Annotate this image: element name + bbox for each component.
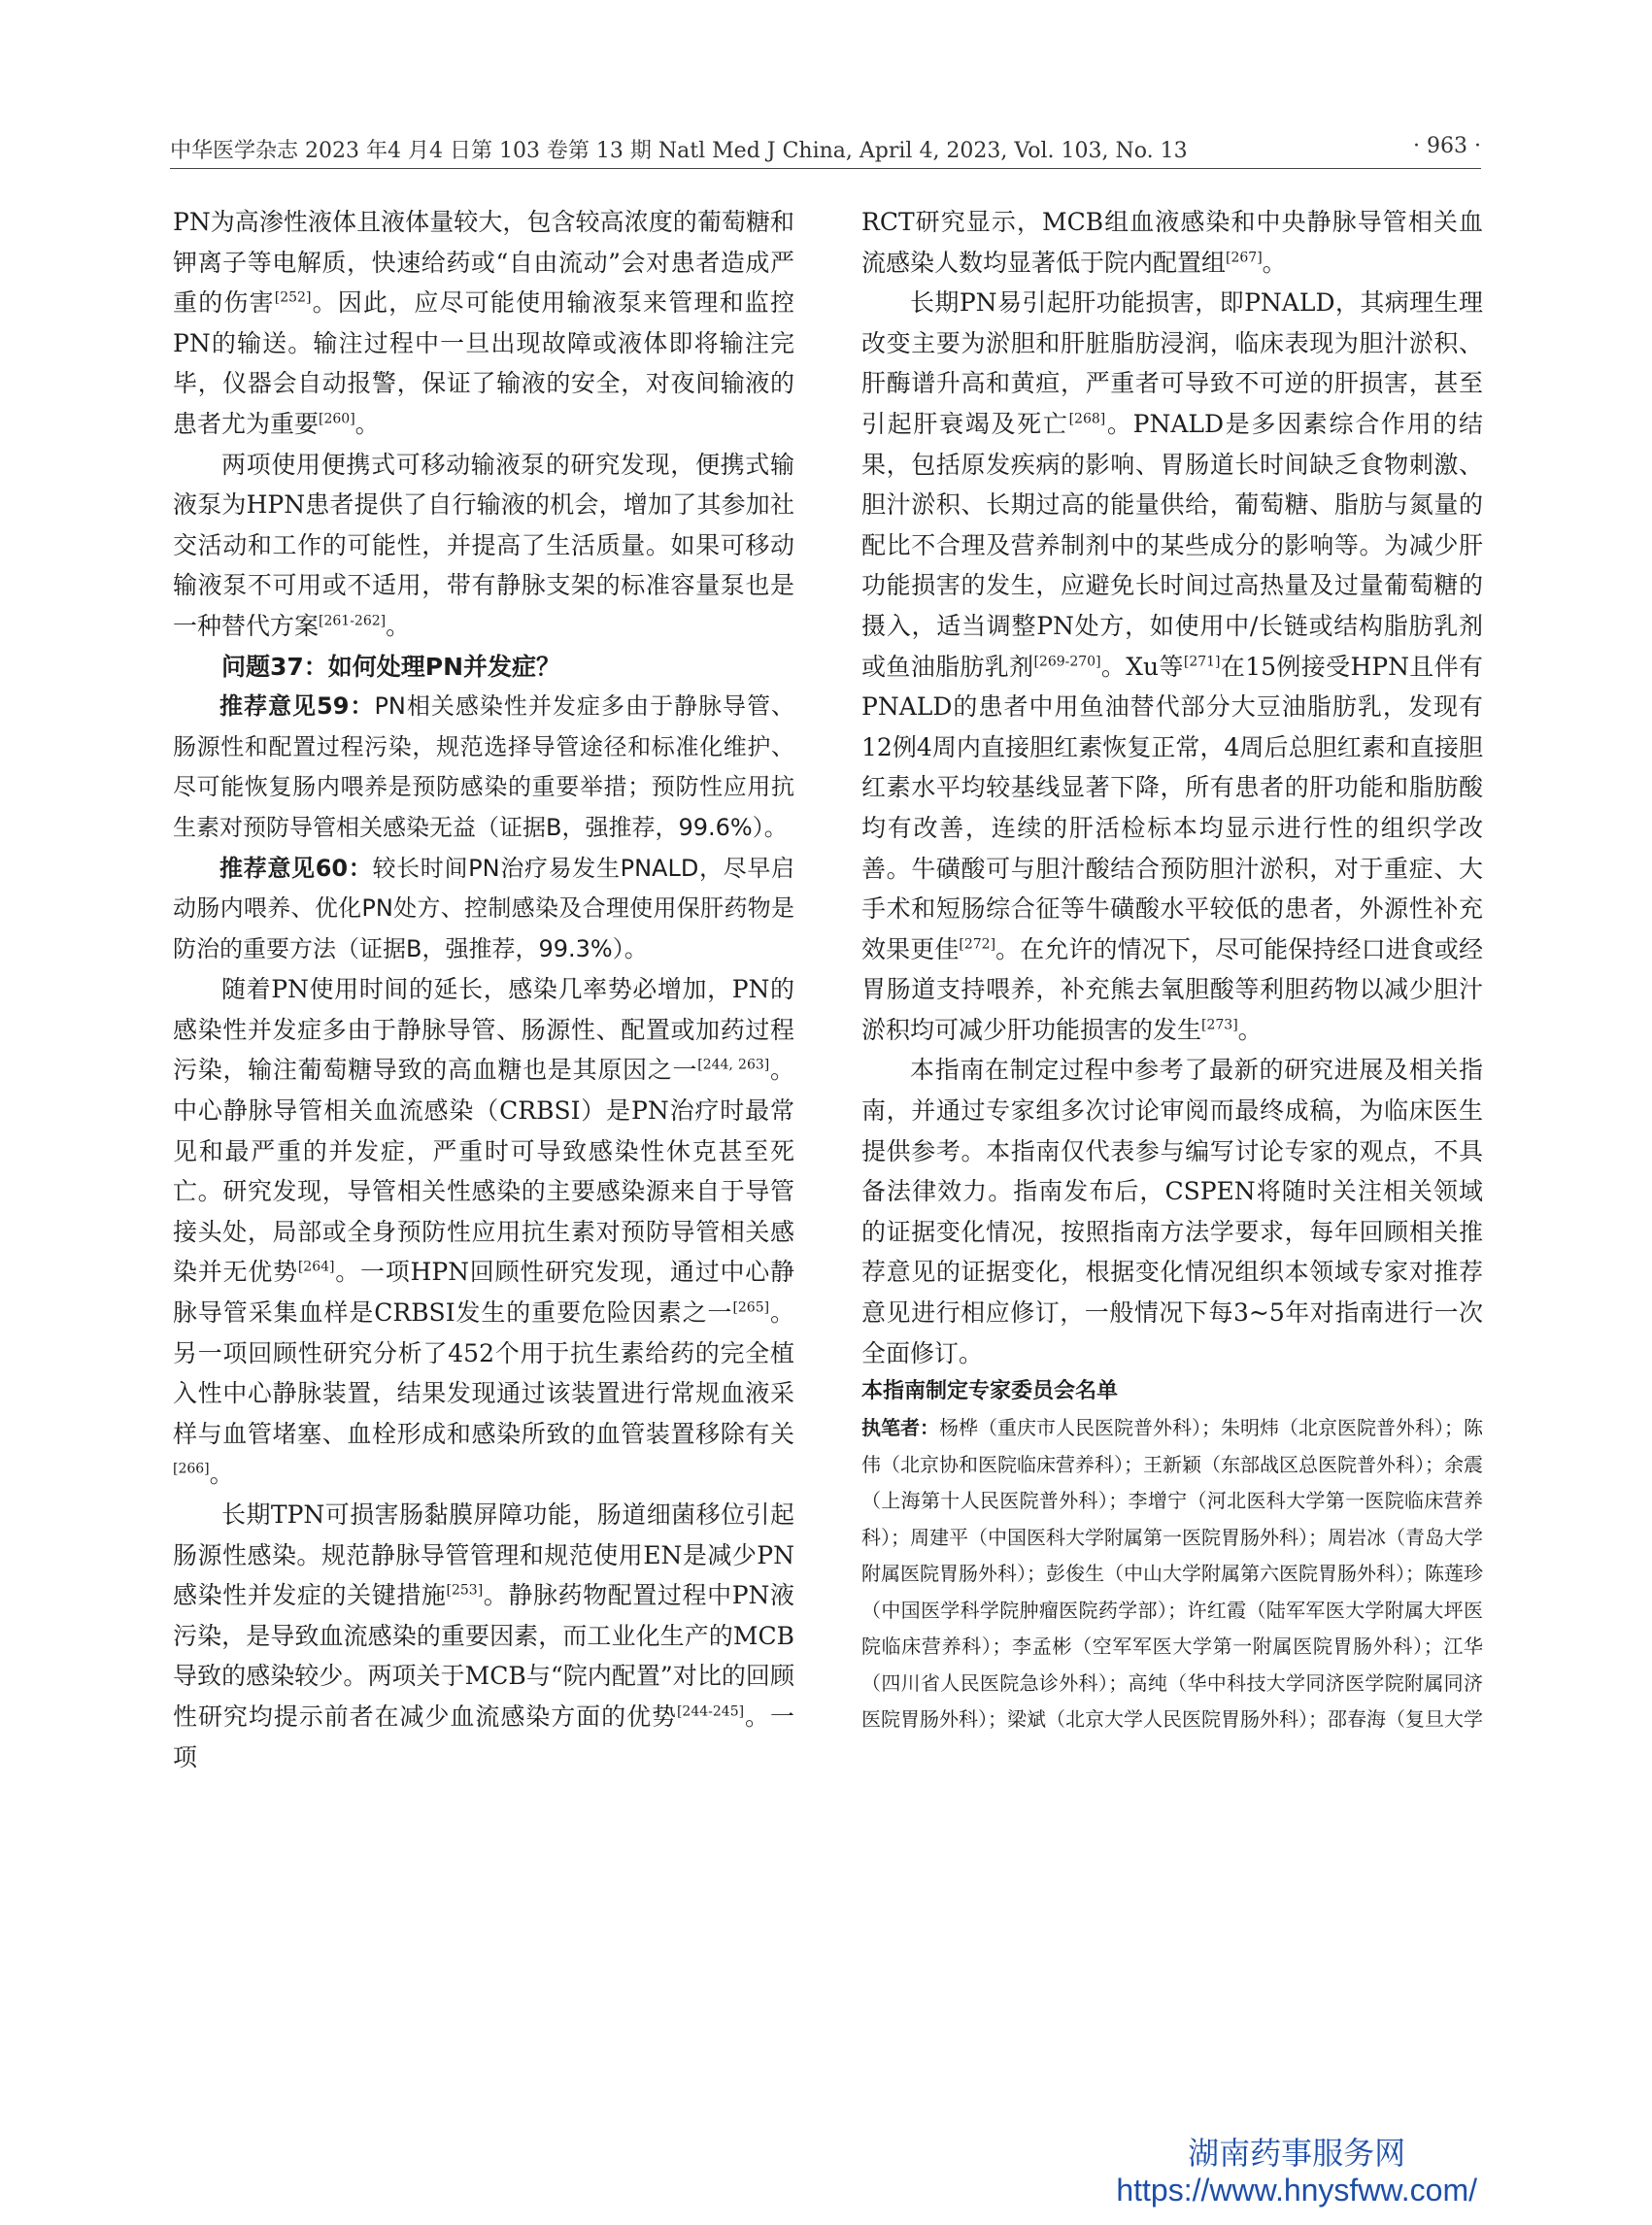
paragraph: 两项使用便携式可移动输液泵的研究发现，便携式输液泵为HPN患者提供了自行输液的机会，增加了其参加社交活动和工作的可能性，并提高了生活质量。如果可移动输液泵不可用或不适用，带有静脉支架的标准容量泵也是一种替代方案[261-262]。 (173, 450, 794, 640)
page-header (170, 126, 1481, 169)
citation[interactable]: [265] (732, 1299, 770, 1316)
paragraph: 随着PN使用时间的延长，感染几率势必增加，PN的感染性并发症多由于静脉导管、肠源性、配置或加药过程污染，输注葡萄糖导致的高血糖也是其原因之一[244, 263]。中心静脉导管相关血流感染（CRBSI）是PN治疗时最常见和最严重的并发症，严重时可导致感染性休克甚至死亡。研究发现，导管相关性感染的主要感染源来自于导管接头处，局部或全身预防性应用抗生素对预防导管相关感染并无优势[264]。一项HPN回顾性研究发现，通过中心静脉导管采集血样是CRBSI发生的重要危险因素之一[265]。另一项回顾性研究分析了452个用于抗生素给药的完全植入性中心静脉装置，结果发现通过该装置进行常规血液采样与血管堵塞、血栓形成和感染所致的血管装置移除有关[266]。 (173, 975, 794, 1489)
committee-title: 本指南制定专家委员会名单 (861, 1379, 1119, 1404)
citation[interactable]: [261-262] (319, 613, 387, 629)
journal-citation: 中华医学杂志 2023 年4 月4 日第 103 卷第 13 期 Natl Med J China, April 4, 2023, Vol. 103, No. 13 (170, 139, 1188, 163)
citation[interactable]: [264] (297, 1260, 335, 1276)
paragraph: RCT研究显示，MCB组血液感染和中央静脉导管相关血流感染人数均显著低于院内配置组[267]。 (861, 208, 1483, 277)
paragraph: 长期PN易引起肝功能损害，即PNALD，其病理生理改变主要为淤胆和肝脏脂肪浸润，临床表现为胆汁淤积、肝酶谱升高和黄疸，严重者可导致不可逆的肝损害，甚至引起肝衰竭及死亡[268]。PNALD是多因素综合作用的结果，包括原发疾病的影响、胃肠道长时间缺乏食物刺激、胆汁淤积、长期过高的能量供给，葡萄糖、脂肪与氮量的配比不合理及营养制剂中的某些成分的影响等。为减少肝功能损害的发生，应避免长时间过高热量及过量葡萄糖的摄入，适当调整PN处方，如使用中/长链或结构脂肪乳剂或鱼油脂肪乳剂[269-270]。Xu等[271]在15例接受HPN且伴有PNALD的患者中用鱼油替代部分大豆油脂肪乳，发现有12例4周内直接胆红素恢复正常，4周后总胆红素和直接胆红素水平均较基线显著下降，所有患者的肝功能和脂肪酸均有改善，连续的肝活检标本均显示进行性的组织学改善。牛磺酸可与胆汁酸结合预防胆汁淤积，对于重症、大手术和短肠综合征等牛磺酸水平较低的患者，外源性补充效果更佳[272]。在允许的情况下，尽可能保持经口进食或经胃肠道支持喂养，补充熊去氧胆酸等利胆药物以减少胆汁淤积均可减少肝功能损害的发生[273]。 (861, 288, 1483, 1044)
left-column (173, 202, 794, 1777)
citation[interactable]: [266] (173, 1462, 210, 1478)
citation[interactable]: [273] (1201, 1017, 1238, 1033)
citation[interactable]: [267] (1226, 250, 1263, 266)
paragraph: 本指南在制定过程中参考了最新的研究进展及相关指南，并通过专家组多次讨论审阅而最终成稿，为临床医生提供参考。本指南仅代表参与编写讨论专家的观点，不具备法律效力。指南发布后，CSPEN将随时关注相关领域的证据变化情况，按照指南方法学要求，每年回顾相关推荐意见的证据变化，根据变化情况组织本领域专家对推荐意见进行相应修订，一般情况下每3~5年对指南进行一次全面修订。 (861, 1056, 1483, 1367)
page-number: · 963 · (1413, 134, 1481, 158)
citation[interactable]: [269-270] (1033, 654, 1101, 670)
watermark-site-name: 湖南药事服务网 (1188, 2136, 1406, 2171)
paragraph: PN为高渗性液体且液体量较大，包含较高浓度的葡萄糖和钾离子等电解质，快速给药或“自由流动”会对患者造成严重的伤害[252]。因此，应尽可能使用输液泵来管理和监控PN的输送。输注过程中一旦出现故障或液体即将输注完毕，仪器会自动报警，保证了输液的安全，对夜间输液的患者尤为重要[260]。 (173, 208, 794, 438)
citation[interactable]: [260] (319, 411, 355, 427)
header-rule (170, 168, 1481, 169)
citation[interactable]: [271] (1183, 654, 1221, 670)
committee-members: 执笔者：杨桦（重庆市人民医院普外科）；朱明炜（北京医院普外科）；陈伟（北京协和医院临床营养科）；王新颖（东部战区总医院普外科）；余震（上海第十人民医院普外科）；李增宁（河北医科大学第一医院临床营养科）；周建平（中国医科大学附属第一医院胃肠外科）；周岩冰（青岛大学附属医院胃肠外科）；彭俊生（中山大学附属第六医院胃肠外科）；陈莲珍（中国医学科学院肿瘤医院药学部）；许红霞（陆军军医大学附属大坪医院临床营养科）；李孟彬（空军军医大学第一附属医院胃肠外科）；江华（四川省人民医院急诊外科）；高纯（华中科技大学同济医学院附属同济医院胃肠外科）；梁斌（北京大学人民医院胃肠外科）；邵春海（复旦大学 (861, 1416, 1483, 1732)
citation[interactable]: [268] (1068, 411, 1106, 427)
right-column (861, 202, 1483, 1738)
question-heading: 问题37：如何处理PN并发症？ (221, 652, 561, 681)
watermark-url[interactable]: https://www.hnysfww.com/ (1116, 2173, 1477, 2208)
citation[interactable]: [253] (446, 1582, 484, 1599)
watermark (1116, 2135, 1477, 2208)
citation[interactable]: [272] (959, 936, 996, 953)
citation[interactable]: [244-245] (676, 1703, 745, 1720)
citation[interactable]: [252] (274, 289, 312, 306)
citation[interactable]: [244, 263] (697, 1058, 770, 1074)
recommendation-59: 推荐意见59：PN相关感染性并发症多由于静脉导管、肠源性和配置过程污染，规范选择导管途径和标准化维护、尽可能恢复肠内喂养是预防感染的重要举措；预防性应用抗生素对预防导管相关感染无益（证据B，强推荐，99.6%）。 (173, 692, 794, 841)
paragraph: 长期TPN可损害肠黏膜屏障功能，肠道细菌移位引起肠源性感染。规范静脉导管管理和规范使用EN是减少PN感染性并发症的关键措施[253]。静脉药物配置过程中PN液污染，是导致血流感染的重要因素，而工业化生产的MCB导致的感染较少。两项关于MCB与“院内配置”对比的回顾性研究均提示前者在减少血流感染方面的优势[244-245]。一项 (173, 1500, 794, 1771)
recommendation-60: 推荐意见60：较长时间PN治疗易发生PNALD，尽早启动肠内喂养、优化PN处方、控制感染及合理使用保肝药物是防治的重要方法（证据B，强推荐，99.3%）。 (173, 854, 795, 962)
